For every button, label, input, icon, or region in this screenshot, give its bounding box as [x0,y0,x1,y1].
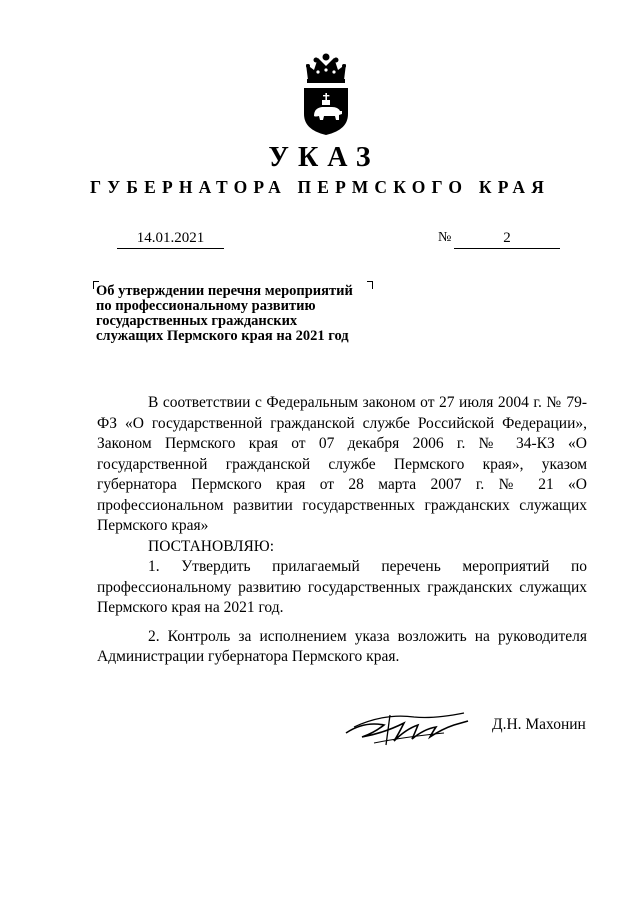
perm-krai-coat-of-arms-icon [300,50,352,136]
handwritten-signature-icon [344,703,470,747]
preamble-paragraph: В соответствии с Федеральным законом от 27 июля 2004 г. № 79-ФЗ «О государственной гражданской службе Российской Федерации», Законом Пермского края от 07 декабря 2006 г. № 34-КЗ «О государственной гражданской службе Пермского края», указом губернатора Пермского края от 28 марта 2007 г. № 21 «О профессиональном развитии государственных гражданских служащих Пермского края» [97,394,587,534]
subject-line: по профессиональному развитию [96,298,316,314]
decree-title: УКАЗ [268,142,380,173]
resolve-word: ПОСТАНОВЛЯЮ: [148,537,275,555]
signer-name: Д.Н. Махонин [492,716,586,733]
decree-subtitle: ГУБЕРНАТОРА ПЕРМСКОГО КРАЯ [89,177,551,197]
decree-date: 14.01.2021 [117,230,224,249]
decree-item-2: 2. Контроль за исполнением указа возложить на руководителя Администрации губернатора Пермского края. [97,627,587,665]
subject-line: государственных гражданских [96,313,298,329]
decree-subject [96,284,386,344]
decree-number-label: № [438,230,452,245]
decree-number: 2 [454,230,560,249]
subject-line: Об утверждении перечня мероприятий [96,283,353,299]
decree-item-1: 1. Утвердить прилагаемый перечень мероприятий по профессиональному развитию государственных гражданских служащих Пермского края на 2021 год. [97,558,587,616]
subject-line: служащих Пермского края на 2021 год [96,328,349,344]
decree-body [97,393,587,668]
